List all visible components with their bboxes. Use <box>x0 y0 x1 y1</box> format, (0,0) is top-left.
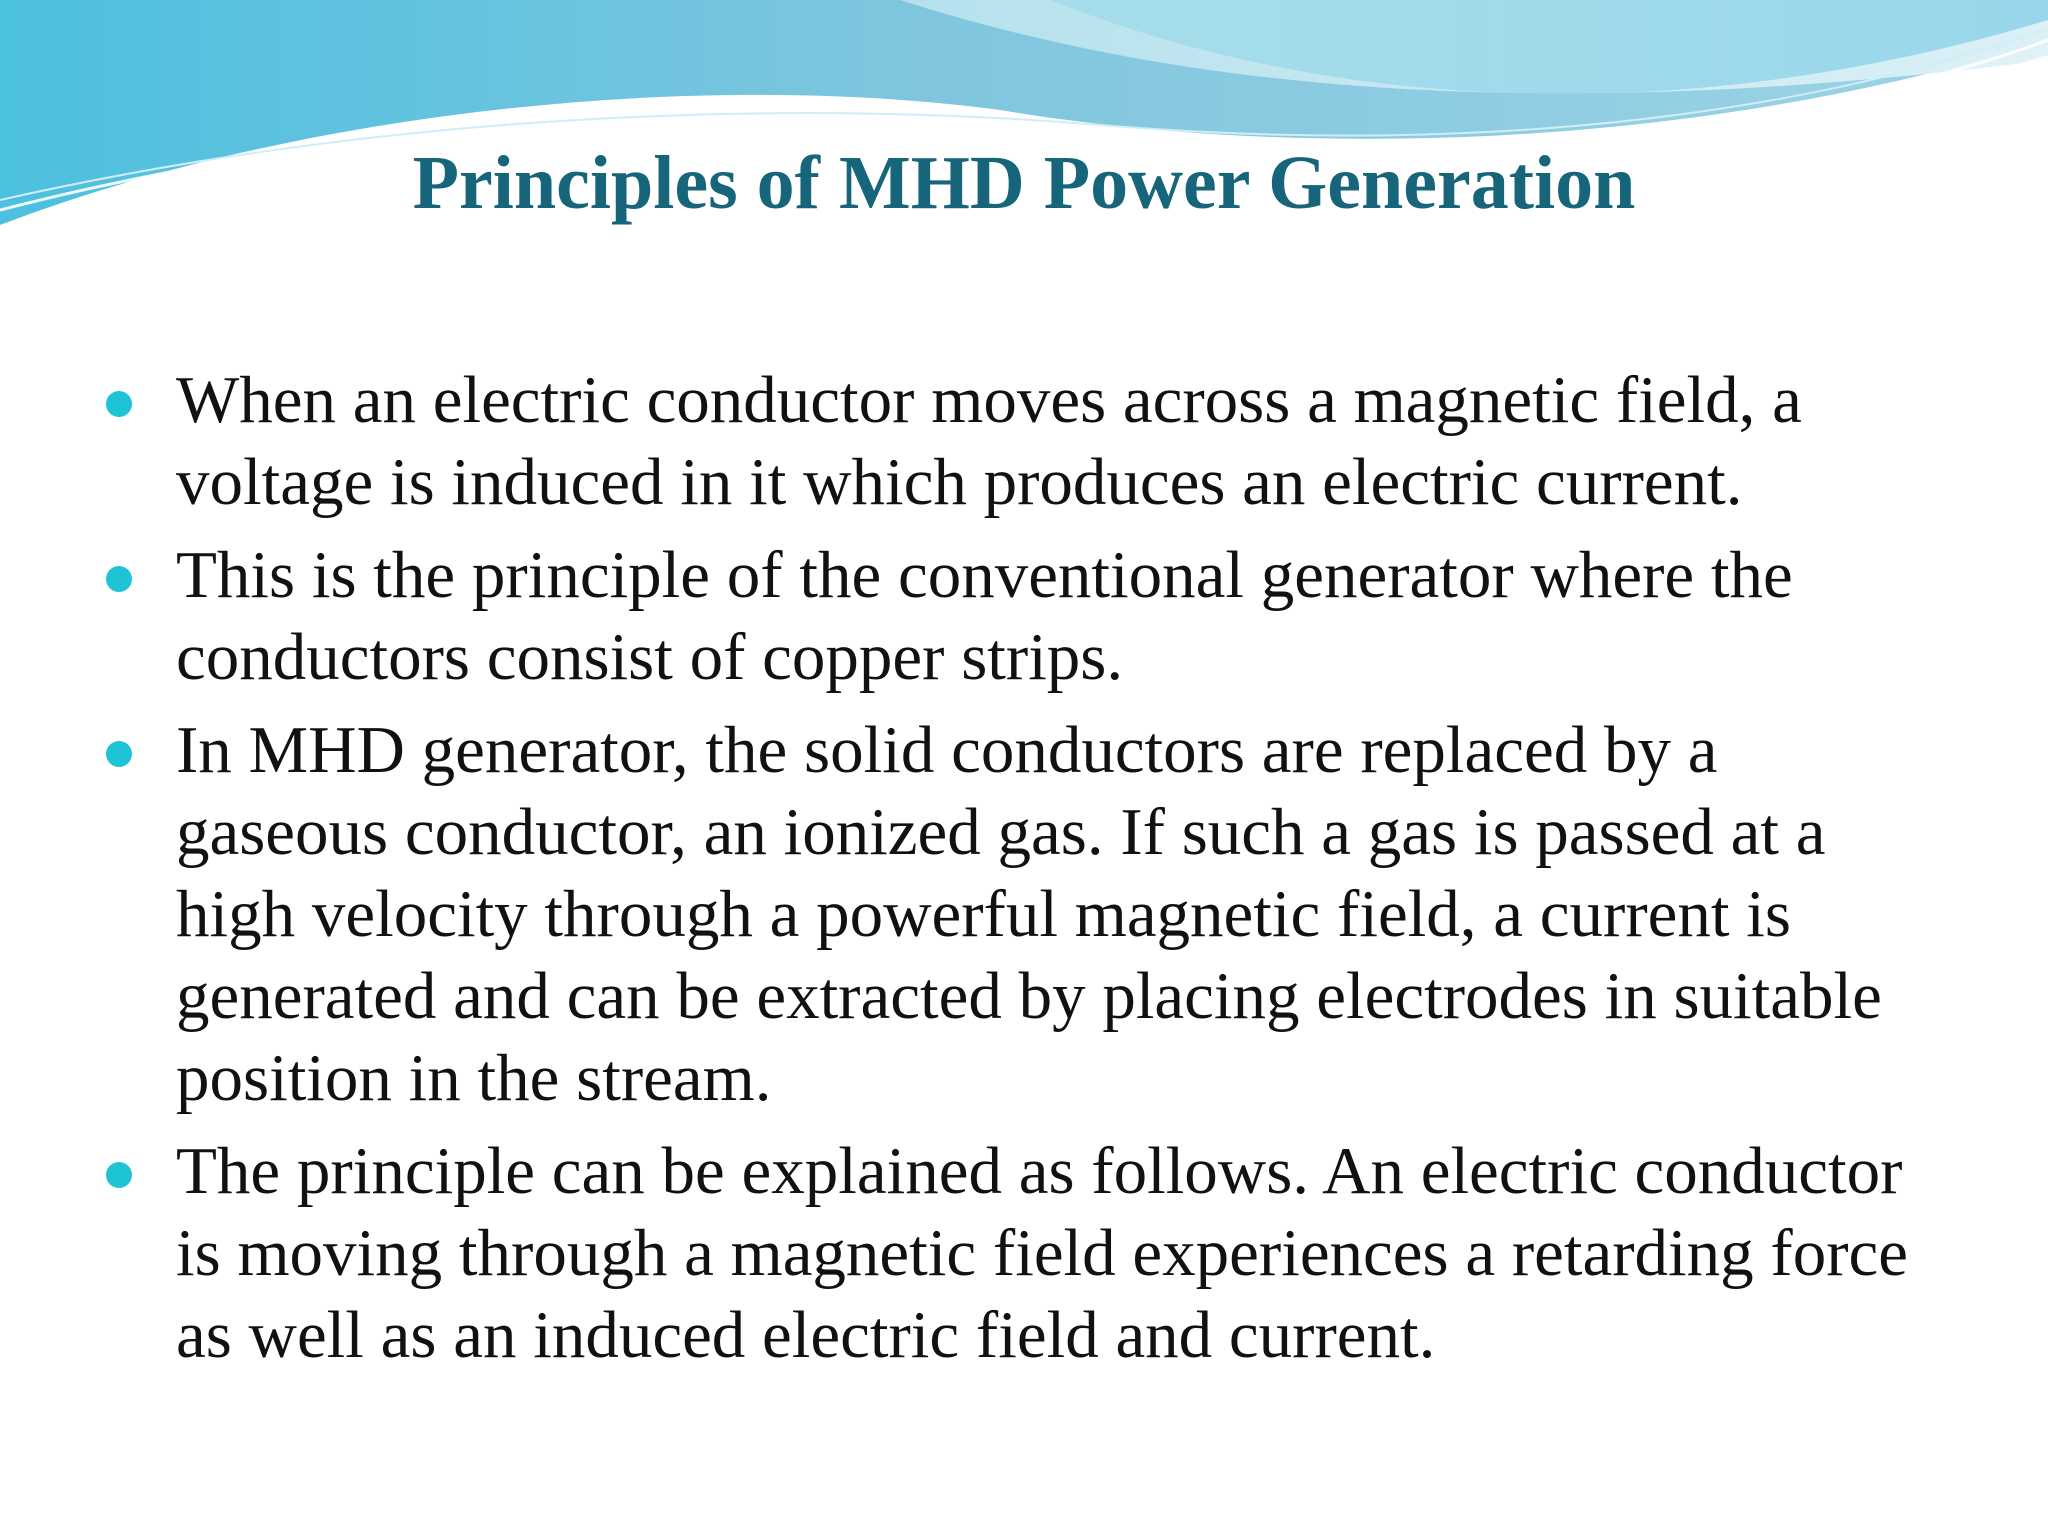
bullet-dot-icon <box>106 391 132 417</box>
bullet-dot-icon <box>106 1162 132 1188</box>
slide-title: Principles of MHD Power Generation <box>412 141 1636 225</box>
bullet-item <box>0 1130 2048 1376</box>
bullet-item <box>0 534 2048 698</box>
bullet-text: The principle can be explained as follows. An electric conductor is moving through a magnetic field experiences a retarding force as well as an induced electric field and current. <box>176 1134 1909 1372</box>
bullet-item <box>0 359 2048 523</box>
bullet-text: In MHD generator, the solid conductors are replaced by a gaseous conductor, an ionized gas. If such a gas is passed at a high velocity through a powerful magnetic field, a current is generated and can be extracted by placing electrodes in suitable position in the stream. <box>176 713 1882 1115</box>
bullet-dot-icon <box>106 566 132 592</box>
bullet-item <box>0 709 2048 1119</box>
bullet-list <box>0 359 2048 1387</box>
bullet-text: When an electric conductor moves across a magnetic field, a voltage is induced in it which produces an electric current. <box>176 363 1802 519</box>
bullet-dot-icon <box>106 741 132 767</box>
bullet-text: This is the principle of the conventional generator where the conductors consist of copper strips. <box>176 538 1793 694</box>
